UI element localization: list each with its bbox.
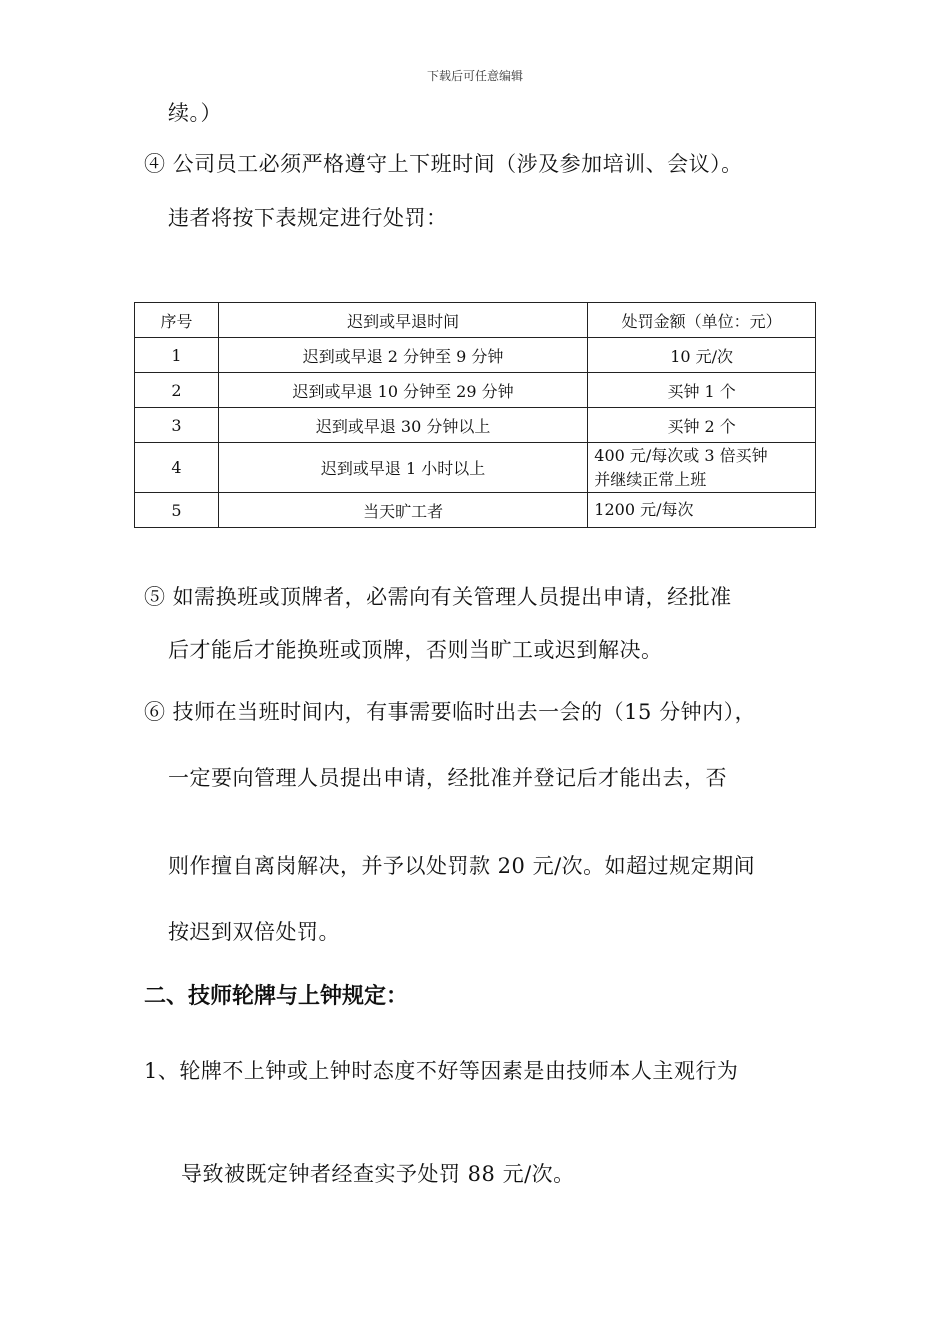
table-cell-line: 并继续正常上班 (594, 469, 707, 489)
rule-6-line-2: 一定要向管理人员提出申请，经批准并登记后才能出去，否 (168, 766, 727, 790)
table-header-cell: 处罚金额（单位：元） (588, 303, 816, 338)
table-row (135, 443, 816, 493)
table-cell: 4 (135, 443, 219, 493)
table-cell: 1 (135, 338, 219, 373)
table-row (135, 408, 816, 443)
rule-4-line-1: ④ 公司员工必须严格遵守上下班时间（涉及参加培训、会议）。 (144, 152, 743, 176)
table-cell: 迟到或早退 30 分钟以上 (218, 408, 587, 443)
rule-4-line-2: 违者将按下表规定进行处罚： (168, 206, 448, 230)
rule-6-line-4: 按迟到双倍处罚。 (168, 920, 340, 944)
paragraph-continuation: 续。） (168, 101, 222, 125)
table-cell-line: 400 元/每次或 3 倍买钟 (594, 445, 768, 465)
table-cell: 5 (135, 493, 219, 528)
rule-6-line-1: ⑥ 技师在当班时间内，有事需要临时出去一会的（15 分钟内）， (144, 700, 757, 724)
penalty-table (134, 302, 816, 528)
table-cell: 买钟 2 个 (588, 408, 816, 443)
table-cell: 2 (135, 373, 219, 408)
table-cell: 迟到或早退 10 分钟至 29 分钟 (218, 373, 587, 408)
section-2-item-1-line-1: 1、轮牌不上钟或上钟时态度不好等因素是由技师本人主观行为 (144, 1059, 739, 1083)
table-header-row (135, 303, 816, 338)
rule-5-line-2: 后才能后才能换班或顶牌，否则当旷工或迟到解决。 (168, 638, 663, 662)
rule-5-line-1: ⑤ 如需换班或顶牌者，必需向有关管理人员提出申请，经批准 (144, 585, 732, 609)
table-row (135, 338, 816, 373)
section-2-item-1-line-2: 导致被既定钟者经查实予处罚 88 元/次。 (181, 1162, 575, 1186)
table-cell: 3 (135, 408, 219, 443)
page-header-note: 下载后可任意编辑 (426, 69, 523, 83)
table-row (135, 373, 816, 408)
table-row (135, 493, 816, 528)
table-cell: 迟到或早退 2 分钟至 9 分钟 (218, 338, 587, 373)
table-cell: 迟到或早退 1 小时以上 (218, 443, 587, 493)
table-cell (588, 443, 816, 493)
table-header-cell: 序号 (135, 303, 219, 338)
table-cell: 买钟 1 个 (588, 373, 816, 408)
table-cell: 10 元/次 (588, 338, 816, 373)
section-2-heading: 二、技师轮牌与上钟规定： (144, 983, 409, 1009)
rule-6-line-3: 则作擅自离岗解决，并予以处罚款 20 元/次。如超过规定期间 (168, 854, 756, 878)
table-cell: 当天旷工者 (218, 493, 587, 528)
table-header-cell: 迟到或早退时间 (218, 303, 587, 338)
table-cell: 1200 元/每次 (588, 493, 816, 528)
